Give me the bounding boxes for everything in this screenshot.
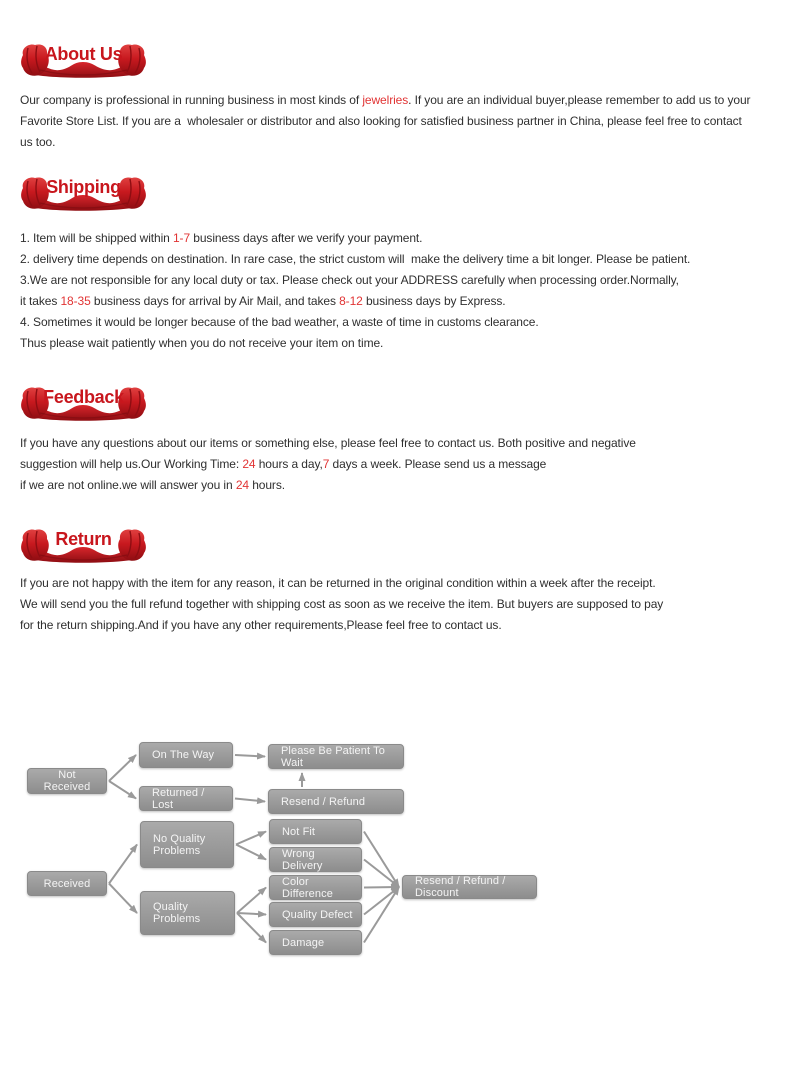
flowchart-arrow: [237, 913, 266, 943]
section-banner-about: [20, 42, 147, 78]
section-banner-shipping: [20, 175, 147, 211]
text-line: [20, 475, 800, 496]
body-text: . If you are an individual buyer,please remember to add us to your: [408, 93, 751, 107]
flowchart-node-on-the-way: On The Way: [139, 742, 233, 768]
text-line: [20, 333, 800, 354]
body-text: days a week. Please send us a message: [329, 457, 547, 471]
body-text: hours.: [248, 478, 285, 492]
flowchart-arrow: [109, 755, 136, 781]
highlighted-text: 1-7: [172, 231, 191, 245]
flowchart-node-not-fit: Not Fit: [269, 819, 362, 844]
highlighted-text: 8-12: [339, 294, 363, 308]
body-text: us too.: [20, 135, 56, 149]
body-text: We will send you the full refund together with shipping cost as soon as we receive the item. But buyers are supposed to pay: [20, 597, 664, 611]
flowchart-arrow: [364, 832, 399, 888]
highlighted-text: 24: [242, 457, 256, 471]
section-body-shipping: [20, 228, 800, 354]
flowchart-arrow: [109, 884, 137, 914]
section-body-feedback: [20, 433, 800, 496]
body-text: 3.We are not responsible for any local duty or tax. Please check out your ADDRESS carefully when processing order.Normally,: [20, 273, 679, 287]
text-line: [20, 270, 800, 291]
flowchart-arrow: [364, 887, 399, 915]
flowchart-arrow: [235, 755, 265, 757]
text-line: [20, 291, 800, 312]
section-shipping: [0, 175, 800, 354]
section-banner-return: [20, 527, 147, 563]
body-text: 4. Sometimes it would be longer because of the bad weather, a waste of time in customs clearance.: [20, 315, 539, 329]
flowchart-node-no-quality: No Quality Problems: [140, 821, 234, 868]
flowchart-arrow: [236, 845, 266, 860]
body-text: Our company is professional in running business in most kinds of: [20, 93, 363, 107]
flowchart-node-quality-problems: Quality Problems: [140, 891, 235, 935]
text-line: [20, 132, 800, 153]
flowchart-node-color-difference: Color Difference: [269, 875, 362, 900]
flowchart-node-be-patient: Please Be Patient To Wait: [268, 744, 404, 769]
flowchart-arrow: [109, 781, 136, 799]
flowchart-arrow: [364, 860, 399, 888]
section-return: [0, 527, 800, 636]
flowchart-arrow: [109, 845, 137, 884]
flowchart-node-not-received: Not Received: [27, 768, 107, 794]
flowchart-arrow: [236, 832, 266, 845]
flowchart-arrow: [237, 888, 266, 914]
flowchart-arrow: [235, 799, 265, 802]
section-title: Return: [55, 529, 112, 549]
flowchart-node-resend-refund: Resend / Refund: [268, 789, 404, 814]
highlighted-text: 7: [322, 457, 330, 471]
section-feedback: [0, 385, 800, 496]
body-text: 1. Item will be shipped within: [20, 231, 173, 245]
text-line: [20, 249, 800, 270]
highlighted-text: jewelries: [362, 93, 409, 107]
text-line: [20, 573, 800, 594]
flowchart-node-quality-defect: Quality Defect: [269, 902, 362, 927]
text-line: [20, 90, 800, 111]
body-text: it takes: [20, 294, 61, 308]
page: [0, 42, 800, 1089]
body-text: hours a day,: [255, 457, 323, 471]
body-text: if we are not online.we will answer you in: [20, 478, 236, 492]
body-text: If you are not happy with the item for any reason, it can be returned in the original condition within a week after the receipt.: [20, 576, 656, 590]
flowchart-arrow: [364, 887, 399, 888]
flowchart-node-damage: Damage: [269, 930, 362, 955]
body-text: business days by Express.: [362, 294, 506, 308]
flowchart-node-returned-lost: Returned / Lost: [139, 786, 233, 811]
flowchart-arrow: [237, 913, 266, 915]
body-text: business days for arrival by Air Mail, and takes: [90, 294, 340, 308]
flowchart-node-resend-refund-discount: Resend / Refund / Discount: [402, 875, 537, 899]
text-line: [20, 111, 800, 132]
flowchart-node-wrong-delivery: Wrong Delivery: [269, 847, 362, 872]
section-body-return: [20, 573, 800, 636]
text-line: [20, 594, 800, 615]
text-line: [20, 433, 800, 454]
body-text: 2. delivery time depends on destination. In rare case, the strict custom will make the delivery time a bit longer. Please be patient.: [20, 252, 691, 266]
body-text: suggestion will help us.Our Working Time:: [20, 457, 243, 471]
body-text: business days after we verify your payment.: [190, 231, 423, 245]
text-line: [20, 454, 800, 475]
after-sale-flowchart: [0, 720, 800, 965]
body-text: Favorite Store List. If you are a wholesaler or distributor and also looking for satisfied business partner in China, please feel free to contact: [20, 114, 742, 128]
section-title: Feedback: [43, 387, 124, 407]
body-text: If you have any questions about our items or something else, please feel free to contact us. Both positive and negative: [20, 436, 636, 450]
section-about: [0, 42, 800, 153]
text-line: [20, 228, 800, 249]
text-line: [20, 312, 800, 333]
body-text: Thus please wait patiently when you do not receive your item on time.: [20, 336, 384, 350]
section-banner-feedback: [20, 385, 147, 421]
highlighted-text: 24: [235, 478, 249, 492]
highlighted-text: 18-35: [60, 294, 91, 308]
flowchart-arrow: [364, 887, 399, 943]
text-line: [20, 615, 800, 636]
section-title: Shipping: [46, 177, 121, 197]
section-body-about: [20, 90, 800, 153]
section-title: About Us: [44, 44, 123, 64]
body-text: for the return shipping.And if you have any other requirements,Please feel free to contact us.: [20, 618, 502, 632]
flowchart-node-received: Received: [27, 871, 107, 896]
